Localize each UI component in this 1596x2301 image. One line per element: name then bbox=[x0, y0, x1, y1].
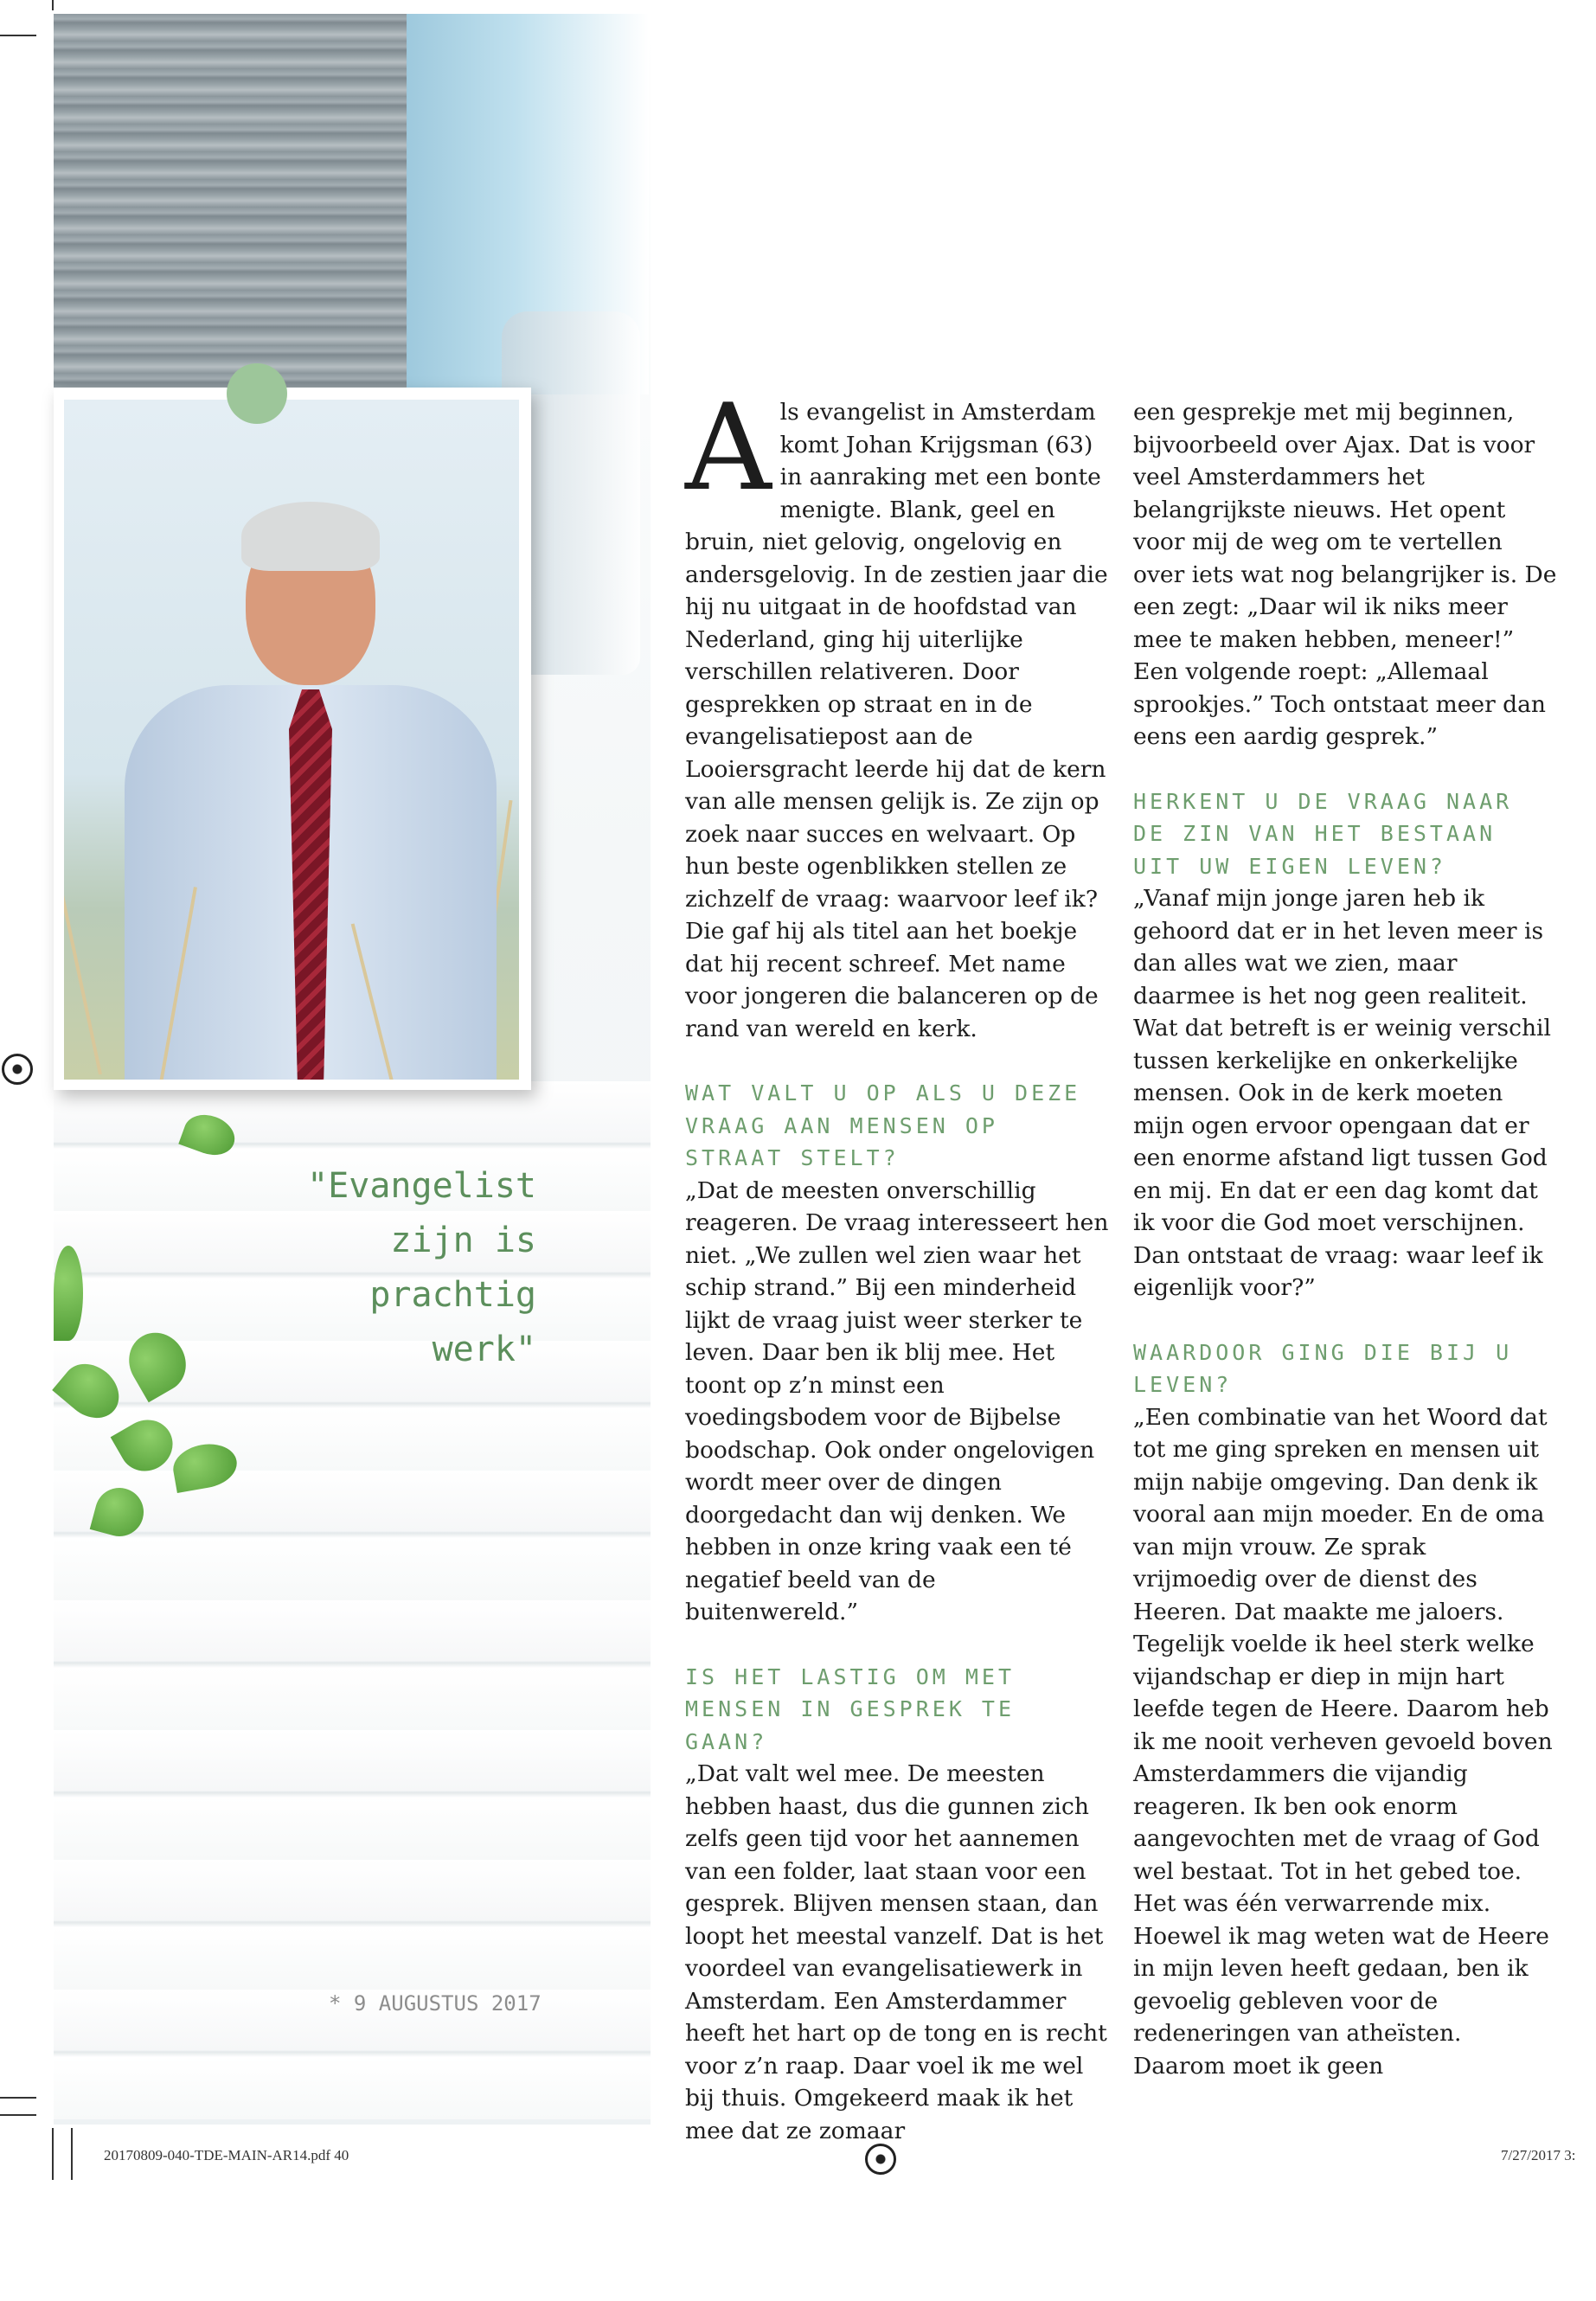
registration-mark bbox=[2, 1054, 33, 1085]
text-column-1 bbox=[685, 378, 1109, 2147]
answer-paragraph: „Een combinatie van het Woord dat tot me ging spreken en mensen uit mijn nabije omgeving. Dan denk ik vooral aan mijn moeder. En de oma van mijn vrouw. Ze sprak vrijmoedig over de dienst des Heeren. Dat maakte me jaloers. Tegelijk voelde ik heel sterk welke vijandschap er diep in mijn hart leefde tegen de Heere. Daarom heb ik me nooit verheven gevoeld boven Amsterdammers die vijandig reageren. Ik ben ook enorm aangevochten met de vraag of God wel bestaat. Tot in het gebed toe. Het was één verwarrende mix. bbox=[1133, 1403, 1553, 1917]
leaf-decoration bbox=[54, 1246, 83, 1341]
intro-paragraph bbox=[685, 378, 1109, 1045]
print-timestamp: 7/27/2017 3: bbox=[1501, 2147, 1576, 2163]
drop-cap: A bbox=[685, 378, 772, 517]
question-heading: HERKENT U DE VRAAG NAAR DE ZIN VAN HET BESTAAN UIT UW EIGEN LEVEN? bbox=[1133, 788, 1513, 879]
file-slug: 20170809-040-TDE-MAIN-AR14.pdf 40 bbox=[104, 2147, 349, 2163]
crop-mark bbox=[0, 2097, 36, 2099]
answer-paragraph: een gesprekje met mij beginnen, bijvoorbeeld over Ajax. Dat is voor veel Amsterdammers het belangrijkste nieuws. Het opent voor mij de weg om te vertellen over iets wat nog belangrijker is. De een zegt: „Daar wil ik niks meer mee te maken hebben, meneer!” Een volgende roept: „Allemaal sprookjes.” Toch ontstaat meer dan eens een aardig gesprek.” bbox=[1133, 399, 1557, 750]
answer-paragraph: „Dat valt wel mee. De meesten hebben haast, dus die gunnen zich zelfs geen tijd voor het aannemen van een folder, laat staan voor een gesprek. Blijven mensen staan, dan loopt het meestal vanzelf. Dat is het voordeel van evangelisatiewerk in Amsterdam. Een Amsterdammer heeft het hart op de tong en is recht voor z’n raap. Daar voel ik me wel bij thuis. Omgekeerd maak ik het mee dat ze zomaar bbox=[685, 1760, 1107, 2144]
intro-text: ls evangelist in Amsterdam komt Johan Krijgsman (63) in aanraking met een bonte menigte. Blank, geel en bruin, niet gelovig, ongelovig en andersgelovig. In de zestien jaar die hij nu uitgaat in de hoofdstad van Nederland, ging hij uiterlijke verschillen relativeren. Door gesprekken op straat en in de evangelisatiepost aan de Looiersgracht leerde hij dat de kern van alle mensen gelijk is. Ze zijn op zoek naar succes en welvaart. Op hun beste ogenblikken stellen ze zichzelf de vraag: waarvoor leef ik? Die gaf hij als titel aan het boekje dat hij recent schreef. Met name voor jongeren die balanceren op de rand van wereld en kerk. bbox=[685, 399, 1108, 1042]
question-heading: IS HET LASTIG OM MET MENSEN IN GESPREK TE GAAN? bbox=[685, 1663, 1016, 1754]
answer-paragraph: „Vanaf mijn jonge jaren heb ik gehoord dat er in het leven meer is dan alles wat we zien, maar daarmee is het nog geen realiteit. Wat dat betreft is er weinig verschil tussen kerkelijke en onkerkelijke mensen. Ook in de kerk moeten mijn ogen ervoor opengaan dat er een enorme afstand ligt tussen God en mij. En dat er een dag komt dat ik voor die God moet verschijnen. Dan ontstaat de vraag: waar leef ik eigenlijk voor?” bbox=[1133, 885, 1551, 1301]
crop-mark bbox=[71, 2128, 73, 2180]
pull-quote: "Evangelist zijn is prachtig werk" bbox=[307, 1166, 536, 1369]
crop-mark bbox=[0, 35, 36, 36]
question-heading: WAT VALT U OP ALS U DEZE VRAAG AAN MENSEN OP STRAAT STELT? bbox=[685, 1080, 1081, 1170]
green-pin-dot bbox=[227, 363, 287, 424]
portrait-photo bbox=[64, 400, 519, 1080]
text-column-2 bbox=[1133, 396, 1557, 2082]
grass-stalk bbox=[64, 820, 102, 1074]
issue-date: * 9 AUGUSTUS 2017 bbox=[329, 1991, 542, 2016]
portrait-photo-frame bbox=[54, 388, 531, 1090]
crop-mark bbox=[52, 0, 54, 10]
question-heading: WAARDOOR GING DIE BIJ U LEVEN? bbox=[1133, 1339, 1513, 1397]
hair bbox=[241, 502, 380, 571]
answer-paragraph: Hoewel ik mag weten wat de Heere in mijn leven heeft gedaan, ben ik gevoelig gebleven voor de redeneringen van atheïsten. Daarom moet ik geen bbox=[1133, 1922, 1549, 2080]
wood-texture bbox=[54, 14, 460, 394]
answer-paragraph: „Dat de meesten onverschillig reageren. De vraag interesseert hen niet. „We zullen wel zien waar het schip strand.” Bij een minderheid lijkt de vraag juist weer sterker te leven. Daar ben ik blij mee. Het toont op z’n minst een voedingsbodem voor de Bijbelse boodschap. Ook onder ongelovigen wordt meer over de dingen doorgedacht dan wij denken. We hebben in onze kring vaak een té negatief beeld van de buitenwereld.” bbox=[685, 1176, 1109, 1625]
crop-mark bbox=[52, 2128, 54, 2180]
crop-mark bbox=[0, 2114, 36, 2116]
registration-mark bbox=[865, 2144, 896, 2175]
